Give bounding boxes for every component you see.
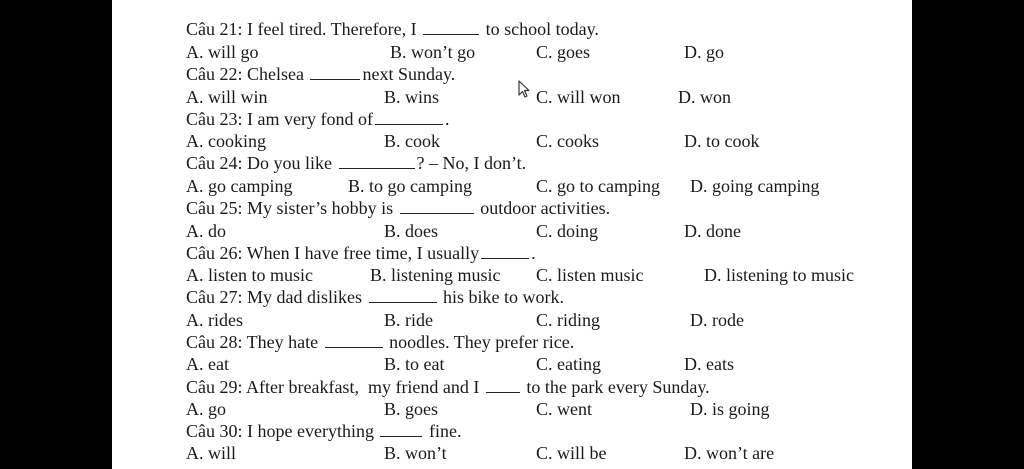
option-c: C. riding — [536, 310, 601, 330]
question-text: Câu 28: They hate — [186, 332, 323, 352]
question-text: ? – No, I don’t. — [416, 153, 527, 173]
answer-blank — [325, 333, 383, 348]
question-text: Câu 30: I hope everything — [186, 421, 379, 441]
option-d: D. go — [684, 42, 724, 62]
question-23 — [186, 109, 449, 129]
question-text: next Sunday. — [362, 64, 456, 84]
answer-blank — [481, 244, 529, 259]
option-b: B. won’t go — [390, 42, 476, 62]
option-b: B. to eat — [384, 354, 445, 374]
option-d: D. to cook — [684, 131, 760, 151]
answer-blank — [486, 378, 520, 393]
option-d: D. done — [684, 221, 741, 241]
option-b: B. to go camping — [348, 176, 472, 196]
option-c: C. goes — [536, 42, 590, 62]
question-text: his bike to work. — [438, 287, 564, 307]
question-text: Câu 24: Do you like — [186, 153, 337, 173]
question-text: Câu 23: I am very fond of — [186, 109, 373, 129]
option-b: B. listening music — [370, 265, 501, 285]
question-text: to school today. — [481, 19, 599, 39]
option-c: C. went — [536, 399, 592, 419]
question-28 — [186, 332, 574, 352]
answer-blank — [380, 422, 422, 437]
option-d: D. listening to music — [704, 265, 854, 285]
worksheet-page — [112, 0, 912, 469]
option-a: A. will win — [186, 87, 268, 107]
question-text: Câu 26: When I have free time, I usually — [186, 243, 480, 263]
option-a: A. rides — [186, 310, 243, 330]
mouse-pointer-icon — [518, 80, 532, 100]
option-c: C. cooks — [536, 131, 599, 151]
question-22 — [186, 64, 455, 84]
question-30 — [186, 421, 461, 441]
option-d: D. eats — [684, 354, 734, 374]
question-text: Câu 25: My sister’s hobby is — [186, 198, 398, 218]
option-b: B. wins — [384, 87, 440, 107]
option-a: A. cooking — [186, 131, 266, 151]
option-a: A. do — [186, 221, 226, 241]
option-d: D. won’t are — [684, 443, 775, 463]
option-a: A. go camping — [186, 176, 293, 196]
option-b: B. won’t — [384, 443, 447, 463]
answer-blank — [423, 20, 479, 35]
question-text: Câu 22: Chelsea — [186, 64, 309, 84]
question-text: Câu 21: I feel tired. Therefore, I — [186, 19, 422, 39]
option-c: C. will be — [536, 443, 607, 463]
question-21 — [186, 19, 599, 39]
option-a: A. eat — [186, 354, 229, 374]
question-text: fine. — [424, 421, 462, 441]
answer-blank — [339, 154, 415, 169]
option-d: D. won — [678, 87, 731, 107]
answer-blank — [369, 288, 437, 303]
question-text: to the park every Sunday. — [521, 377, 710, 397]
option-c: C. will won — [536, 87, 621, 107]
answer-blank — [310, 65, 360, 80]
question-text: . — [531, 243, 536, 263]
option-a: A. go — [186, 399, 226, 419]
option-c: C. go to camping — [536, 176, 660, 196]
answer-blank — [400, 199, 474, 214]
question-24 — [186, 153, 526, 173]
option-c: C. listen music — [536, 265, 644, 285]
option-c: C. eating — [536, 354, 601, 374]
option-d: D. rode — [690, 310, 744, 330]
option-a: A. listen to music — [186, 265, 313, 285]
option-b: B. ride — [384, 310, 433, 330]
question-text: Câu 27: My dad dislikes — [186, 287, 367, 307]
question-text: outdoor activities. — [475, 198, 611, 218]
question-text: Câu 29: After breakfast, my friend and I — [186, 377, 484, 397]
question-text: . — [444, 109, 450, 129]
option-d: D. going camping — [690, 176, 820, 196]
option-d: D. is going — [690, 399, 770, 419]
question-26 — [186, 243, 536, 263]
option-b: B. cook — [384, 131, 440, 151]
question-27 — [186, 287, 564, 307]
option-a: A. will — [186, 443, 237, 463]
option-a: A. will go — [186, 42, 259, 62]
option-b: B. does — [384, 221, 438, 241]
question-29 — [186, 377, 710, 397]
question-25 — [186, 198, 610, 218]
answer-blank — [375, 110, 443, 125]
option-b: B. goes — [384, 399, 438, 419]
option-c: C. doing — [536, 221, 599, 241]
question-text: noodles. They prefer rice. — [384, 332, 575, 352]
